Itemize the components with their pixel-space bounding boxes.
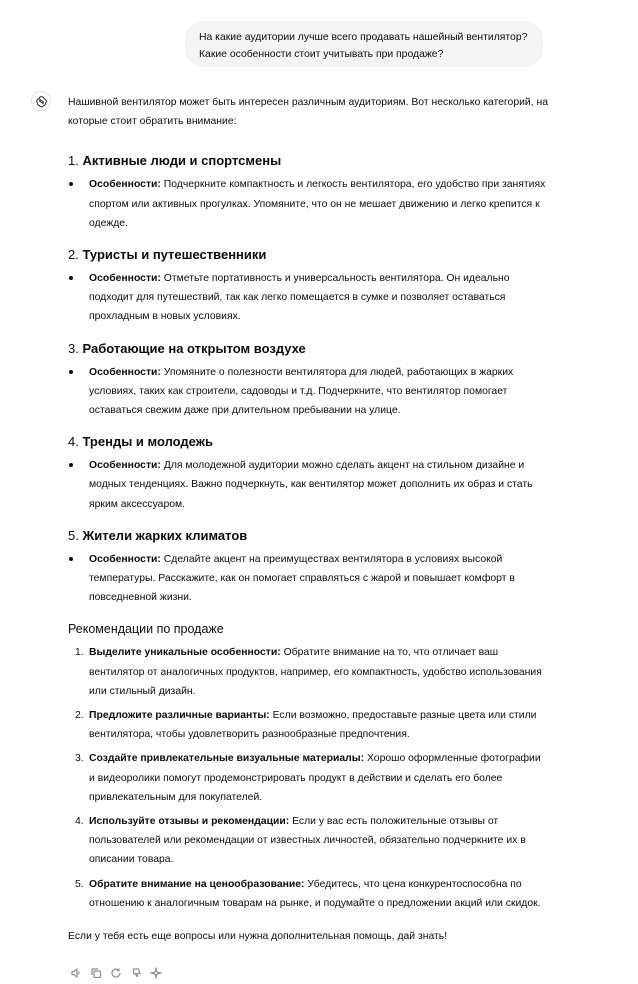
openai-logo-icon (31, 91, 51, 111)
recommendation-item (68, 875, 548, 913)
audience-detail-item (68, 550, 548, 608)
audience-detail-item (68, 175, 548, 233)
detail-text: Упомяните о полезности вентилятора для людей, работающих в жарких условиях, таких как строители, садоводы и т.д. Подчеркните, что вентилятор помогает оставаться свежим даже при длительном пребывании на улице. (89, 366, 514, 417)
recommendation-label: Обратите внимание на ценообразование: (89, 878, 305, 890)
recommendation-number: 2. (75, 710, 84, 722)
recommendation-label: Предложите различные варианты: (89, 710, 270, 722)
recommendation-text: Убедитесь, что цена конкурентоспособна по отношению к аналогичным товарам на рынке, и подумайте о предложении акций или скидок. (89, 878, 541, 909)
message-actions (70, 966, 162, 978)
detail-text: Подчеркните компактность и легкость вентилятора, его удобство при занятиях спортом или активных прогулках. Упомяните, что он не мешает движению и легко крепится к одежде. (89, 179, 546, 229)
audience-title: Активные люди и спортсмены (82, 153, 282, 169)
audience-number: 2. (68, 247, 79, 263)
audience-number: 3. (68, 340, 79, 356)
detail-label: Особенности: (89, 460, 161, 472)
audience-heading (68, 339, 548, 359)
audience-detail-item (68, 363, 548, 421)
recommendation-item (68, 749, 548, 807)
assistant-response (68, 93, 548, 946)
detail-label: Особенности: (89, 179, 161, 191)
response-closing: Если у тебя есть еще вопросы или нужна дополнительная помощь, дай знать! (68, 931, 448, 943)
recommendation-text: Хорошо оформленные фотографии и видеоролики помогут продемонстрировать продукт в действии и сделать его более привлекательным для покупателей. (89, 753, 541, 803)
audience-title: Туристы и путешественники (82, 247, 267, 263)
recommendation-text: Если у вас есть положительные отзывы от пользователей или рекомендации от известных личностей, обязательно подчеркните их в описании товара. (89, 816, 526, 866)
copy-icon[interactable] (90, 966, 102, 978)
recommendation-number: 3. (75, 753, 84, 765)
recommendation-label: Выделите уникальные особенности: (89, 647, 281, 659)
recommendation-item (68, 643, 548, 701)
recommendation-number: 1. (75, 647, 84, 659)
audience-details (68, 269, 548, 327)
recommendations-list (68, 643, 548, 913)
recommendation-number: 4. (75, 816, 84, 828)
detail-label: Особенности: (89, 553, 161, 565)
audience-detail-item (68, 269, 548, 327)
user-message-bubble (185, 21, 543, 67)
recommendation-number: 5. (75, 878, 84, 890)
audience-details (68, 175, 548, 233)
response-intro: Нашивной вентилятор может быть интересен различным аудиториям. Вот несколько категорий, на которые стоит обратить внимание: (68, 97, 548, 128)
audience-title: Жители жарких климатов (82, 527, 248, 543)
recommendation-item (68, 812, 548, 870)
recommendation-label: Создайте привлекательные визуальные материалы: (89, 753, 365, 765)
detail-label: Особенности: (89, 273, 161, 285)
audience-details (68, 550, 548, 608)
detail-text: Для молодежной аудитории можно сделать акцент на стильном дизайне и модных тенденциях. Важно подчеркнуть, как вентилятор может дополнить их образ и стать ярким аксессуаром. (89, 460, 533, 510)
audience-title: Работающие на открытом воздухе (82, 340, 306, 356)
recommendation-text: Если возможно, предоставьте разные цвета или стили вентилятора, чтобы удовлетворить разнообразные предпочтения. (89, 710, 537, 741)
regenerate-icon[interactable] (110, 966, 122, 978)
thumbs-down-icon[interactable] (130, 966, 142, 978)
audience-detail-item (68, 456, 548, 514)
speaker-icon[interactable] (70, 966, 82, 978)
detail-text: Отметьте портативность и универсальность вентилятора. Он идеально подходит для путешествий, так как легко помещается в сумке и позволяет оставаться прохладным в новых условиях. (89, 273, 510, 323)
audience-heading (68, 245, 548, 265)
audience-heading (68, 151, 548, 171)
audience-number: 1. (68, 153, 79, 169)
user-message-text: На какие аудитории лучше всего продавать нашейный вентилятор? Какие особенности стоит учитывать при продаже? (199, 32, 528, 60)
sparkle-icon[interactable] (150, 966, 162, 978)
detail-text: Сделайте акцент на преимуществах вентилятора в условиях высокой температуры. Расскажите, как он помогает справляться с жарой и повышает комфорт в повседневной жизни. (89, 553, 515, 604)
audience-title: Тренды и молодежь (82, 434, 213, 450)
audience-details (68, 456, 548, 514)
recommendation-label: Используйте отзывы и рекомендации: (89, 816, 290, 828)
audience-number: 4. (68, 434, 79, 450)
audience-heading (68, 432, 548, 452)
recommendation-item (68, 706, 548, 744)
audience-heading (68, 526, 548, 546)
recommendation-text: Обратите внимание на то, что отличает ваш вентилятор от аналогичных продуктов, например, его компактность, удобство использования или стильный дизайн. (89, 647, 542, 697)
audience-number: 5. (68, 527, 79, 543)
recommendations-heading: Рекомендации по продаже (68, 622, 224, 637)
detail-label: Особенности: (89, 366, 161, 378)
audience-details (68, 363, 548, 421)
